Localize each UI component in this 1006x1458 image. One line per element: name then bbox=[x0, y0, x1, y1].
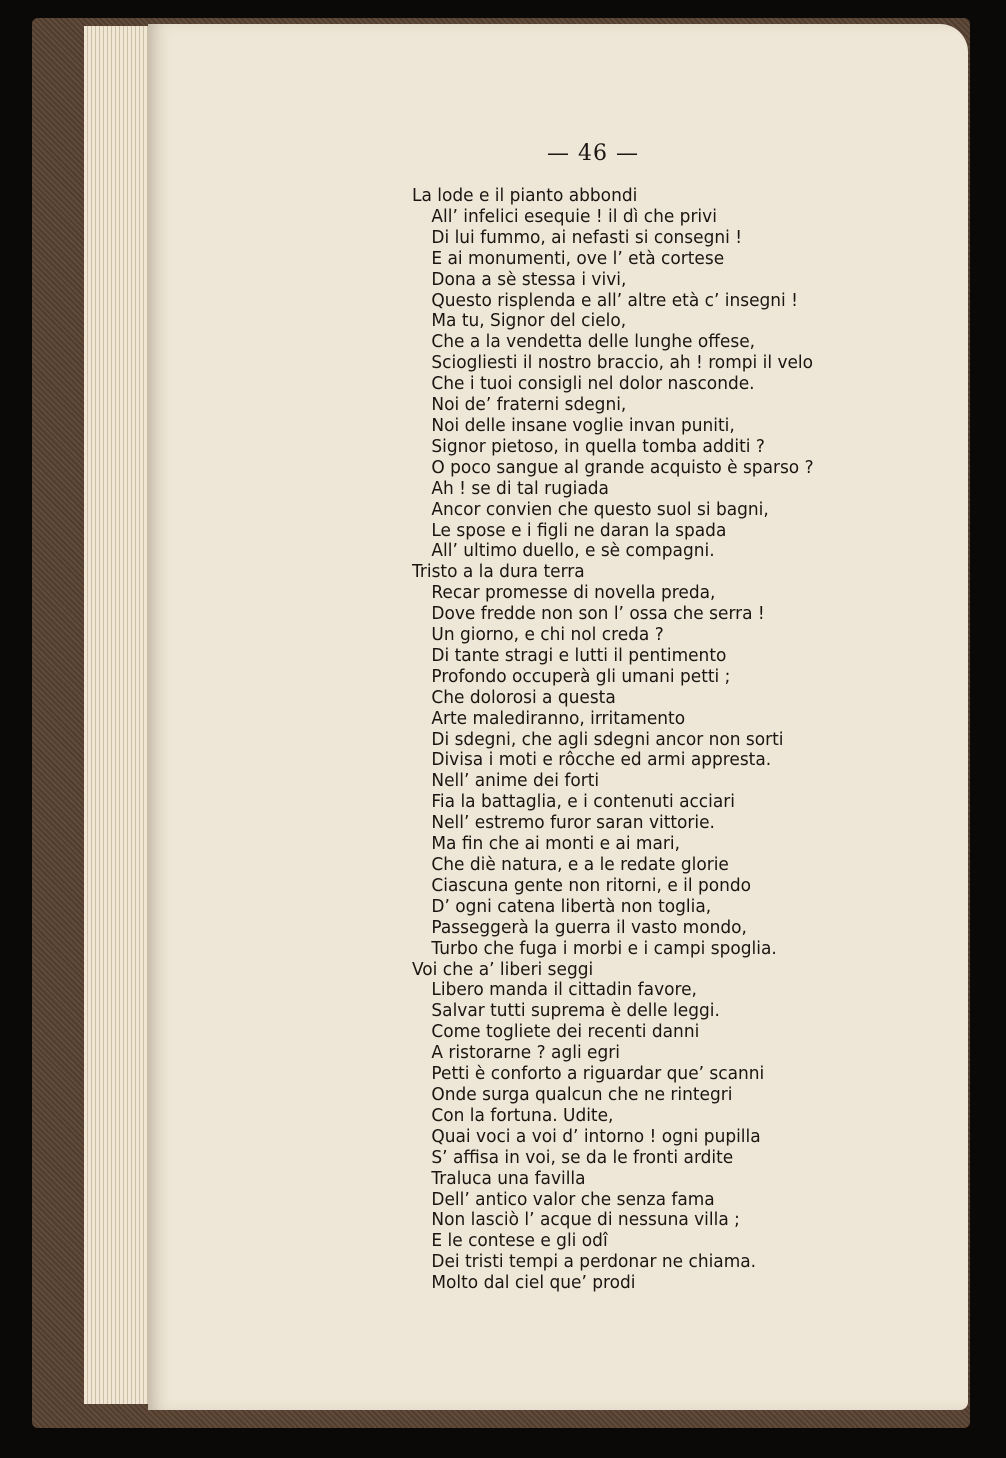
poem-line: Dona a sè stessa i vivi, bbox=[431, 269, 627, 290]
poem-line: Ah ! se di tal rugiada bbox=[431, 478, 609, 499]
poem-line: Nell’ anime dei forti bbox=[431, 771, 600, 792]
poem-line: La lode e il pianto abbondi bbox=[412, 186, 638, 206]
poem-line: A ristorarne ? agli egri bbox=[431, 1043, 620, 1064]
poem-line: Ma fin che ai monti e ai mari, bbox=[431, 834, 680, 855]
poem-line: Nell’ estremo furor saran vittorie. bbox=[431, 813, 715, 834]
poem-line: Fia la battaglia, e i contenuti acciari bbox=[431, 792, 735, 813]
poem-line: E le contese e gli odî bbox=[431, 1231, 608, 1252]
poem-line: D’ ogni catena libertà non toglia, bbox=[431, 896, 712, 917]
poem-line: Noi delle insane voglie invan puniti, bbox=[431, 415, 735, 436]
poem-line: Come togliete dei recenti danni bbox=[431, 1022, 700, 1043]
poem-line: Petti è conforto a riguardar que’ scanni bbox=[431, 1064, 765, 1085]
poem-line: Tristo a la dura terra bbox=[412, 562, 585, 583]
poem-line: Che i tuoi consigli nel dolor nasconde. bbox=[431, 374, 755, 395]
poem-line: Ancor convien che questo suol si bagni, bbox=[431, 499, 769, 520]
poem-line: Ma tu, Signor del cielo, bbox=[431, 311, 627, 332]
poem-line: Le spose e i figli ne daran la spada bbox=[431, 520, 727, 541]
poem-line: Dell’ antico valor che senza fama bbox=[431, 1189, 715, 1210]
poem-line: Salvar tutti suprema è delle leggi. bbox=[431, 1001, 720, 1022]
poem-line: Traluca una favilla bbox=[431, 1168, 586, 1189]
poem-line: Noi de’ fraterni sdegni, bbox=[431, 395, 627, 416]
poem-line: Con la fortuna. Udite, bbox=[431, 1105, 614, 1126]
poem-line: Voi che a’ liberi seggi bbox=[412, 959, 594, 980]
poem-line: O poco sangue al grande acquisto è sparso ? bbox=[431, 457, 814, 478]
poem-line: Questo risplenda e all’ altre età c’ insegni ! bbox=[431, 290, 798, 311]
poem-line: Turbo che fuga i morbi e i campi spoglia. bbox=[431, 938, 777, 959]
poem-line: Arte malediranno, irritamento bbox=[431, 708, 686, 729]
poem-line: Sciogliesti il nostro braccio, ah ! rompi il velo bbox=[431, 353, 814, 374]
poem-line: Che dolorosi a questa bbox=[431, 687, 616, 708]
poem-line: E ai monumenti, ove l’ età cortese bbox=[431, 248, 725, 269]
poem-line: Molto dal ciel que’ prodi bbox=[431, 1273, 636, 1294]
poem-text bbox=[412, 186, 814, 1294]
book-page bbox=[148, 24, 968, 1410]
poem-line: Che diè natura, e a le redate glorie bbox=[431, 855, 729, 875]
poem-line: Che a la vendetta delle lunghe offese, bbox=[431, 332, 756, 353]
poem-line: Di sdegni, che agli sdegni ancor non sorti bbox=[431, 729, 784, 750]
poem-line: Recar promesse di novella preda, bbox=[431, 583, 716, 604]
poem-line: Divisa i moti e rôcche ed armi appresta. bbox=[431, 750, 772, 771]
poem-line: Dove fredde non son l’ ossa che serra ! bbox=[431, 604, 765, 625]
poem-line: Signor pietoso, in quella tomba additi ? bbox=[431, 436, 765, 457]
poem-line: Di tante stragi e lutti il pentimento bbox=[431, 645, 727, 666]
poem-line: Onde surga qualcun che ne rintegri bbox=[431, 1084, 733, 1105]
page-number: — 46 — bbox=[547, 141, 639, 166]
poem-line: Un giorno, e chi nol creda ? bbox=[431, 625, 664, 646]
poem-line: Di lui fummo, ai nefasti si consegni ! bbox=[431, 227, 743, 248]
poem-line: S’ affisa in voi, se da le fronti ardite bbox=[431, 1147, 734, 1168]
poem-line: Passeggerà la guerra il vasto mondo, bbox=[431, 917, 747, 938]
poem-line: Dei tristi tempi a perdonar ne chiama. bbox=[431, 1252, 757, 1273]
poem-line: Quai voci a voi d’ intorno ! ogni pupilla bbox=[431, 1126, 761, 1147]
poem-line: All’ infelici esequie ! il dì che privi bbox=[431, 206, 717, 227]
poem-line: Non lasciò l’ acque di nessuna villa ; bbox=[431, 1210, 740, 1231]
poem-line: Profondo occuperà gli umani petti ; bbox=[431, 666, 731, 687]
poem-line: Libero manda il cittadin favore, bbox=[431, 980, 697, 1001]
poem-line: All’ ultimo duello, e sè compagni. bbox=[431, 541, 715, 562]
poem-line: Ciascuna gente non ritorni, e il pondo bbox=[431, 875, 752, 896]
